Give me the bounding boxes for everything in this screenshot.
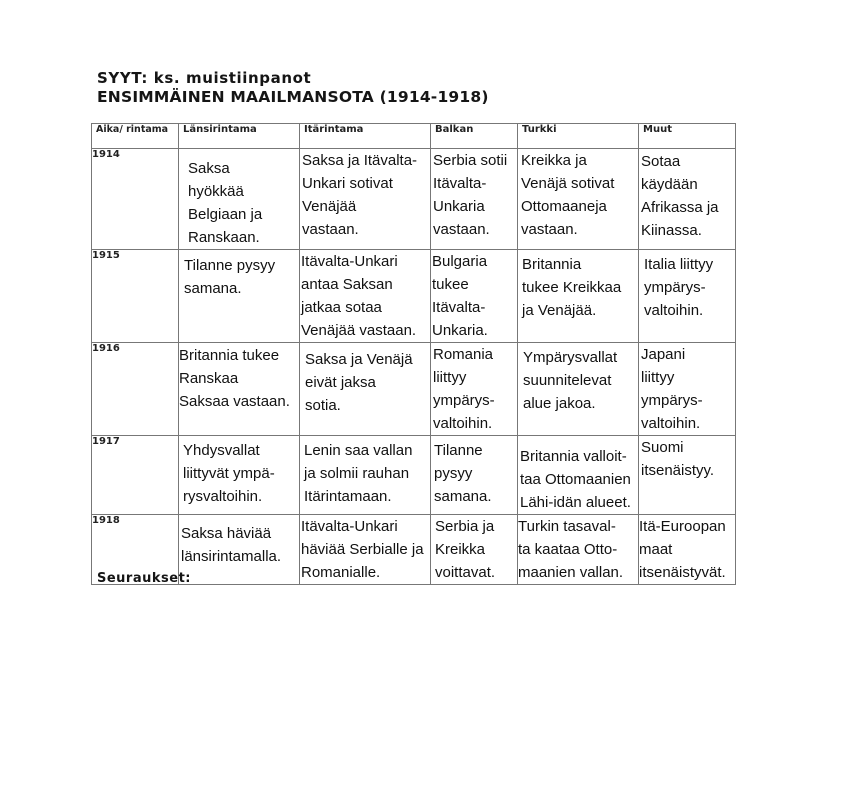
cell-text: Tilanne pysyy samana. [184,257,276,297]
cell-text: Ympärysvallat suunnitelevat alue jakoa. [523,349,618,412]
cell-text: Lenin saa vallan ja solmii rauhan Itärintamaan. [304,442,413,505]
cell-text: Itä-Euroopan maat itsenäistyvät. [639,518,726,581]
table-cell [639,149,736,250]
table-cell [431,149,518,250]
cell-text: Suomi itsenäistyy. [641,439,715,479]
year-cell: 1914 [92,149,179,250]
causes-heading: SYYT: ks. muistiinpanot [97,69,312,87]
table-cell [431,250,518,343]
war-timeline-table [91,123,736,585]
cell-text: Yhdysvallat liittyvät ympä- rysvaltoihin. [183,442,275,505]
table-cell [639,436,736,515]
cell-text: Itävalta-Unkari antaa Saksan jatkaa sotaa Venäjää vastaan. [301,253,417,339]
table-cell [431,343,518,436]
table-cell [639,515,736,585]
cell-text: Japani liittyy ympärys- valtoihin. [641,346,703,432]
table-cell [518,149,639,250]
cell-text: Saksa hyökkää Belgiaan ja Ranskaan. [188,160,263,246]
table-cell [518,343,639,436]
cell-text: Serbia ja Kreikka voittavat. [435,518,496,581]
cell-text: Saksa ja Itävalta- Unkari sotivat Venäjää vastaan. [302,152,418,238]
cell-text: Kreikka ja Venäjä sotivat Ottomaaneja vastaan. [521,152,615,238]
cell-text: Tilanne pysyy samana. [434,442,492,505]
table-cell [431,436,518,515]
table-row [92,436,736,515]
year-cell: 1918 [92,515,179,585]
table-cell [431,515,518,585]
year-cell: 1915 [92,250,179,343]
document-title: ENSIMMÄINEN MAAILMANSOTA (1914-1918) [97,88,489,106]
cell-text: Romania liittyy ympärys- valtoihin. [433,346,495,432]
cell-text: Saksa ja Venäjä eivät jaksa sotia. [305,351,413,414]
column-header-other: Muut [639,124,736,149]
cell-text: Britannia valloit- taa Ottomaanien Lähi-idän alueet. [520,448,631,511]
table-cell [300,515,431,585]
table-cell [518,250,639,343]
table-cell [179,343,300,436]
table-cell [179,515,300,585]
year-cell: 1916 [92,343,179,436]
column-header-eastern-front: Itärintama [300,124,431,149]
table-cell [300,250,431,343]
table-cell [518,515,639,585]
table-header-row [92,124,736,149]
table-cell [300,436,431,515]
table-row [92,149,736,250]
table-cell [639,250,736,343]
cell-text: Italia liittyy ympärys- valtoihin. [644,256,714,319]
cell-text: Saksa häviää länsirintamalla. [181,525,282,565]
table-cell [179,250,300,343]
cell-text: Bulgaria tukee Itävalta- Unkaria. [432,253,488,339]
table-cell [639,343,736,436]
cell-text: Itävalta-Unkari häviää Serbialle ja Romanialle. [301,518,424,581]
column-header-western-front: Länsirintama [179,124,300,149]
table-cell [300,343,431,436]
results-heading: Seuraukset: [97,571,191,586]
cell-text: Serbia sotii Itävalta- Unkaria vastaan. [433,152,508,238]
table-cell [518,436,639,515]
column-header-turkey: Turkki [518,124,639,149]
cell-text: Turkin tasaval- ta kaataa Otto- maanien vallan. [518,518,624,581]
column-header-balkans: Balkan [431,124,518,149]
cell-text: Britannia tukee Ranskaa Saksaa vastaan. [179,347,290,410]
table-row [92,343,736,436]
column-header-time-front: Aika/ rintama [92,124,179,149]
table-row [92,250,736,343]
table-cell [179,436,300,515]
table-cell [300,149,431,250]
cell-text: Britannia tukee Kreikkaa ja Venäjää. [522,256,622,319]
cell-text: Sotaa käydään Afrikassa ja Kiinassa. [641,153,719,239]
year-cell: 1917 [92,436,179,515]
table-cell [179,149,300,250]
